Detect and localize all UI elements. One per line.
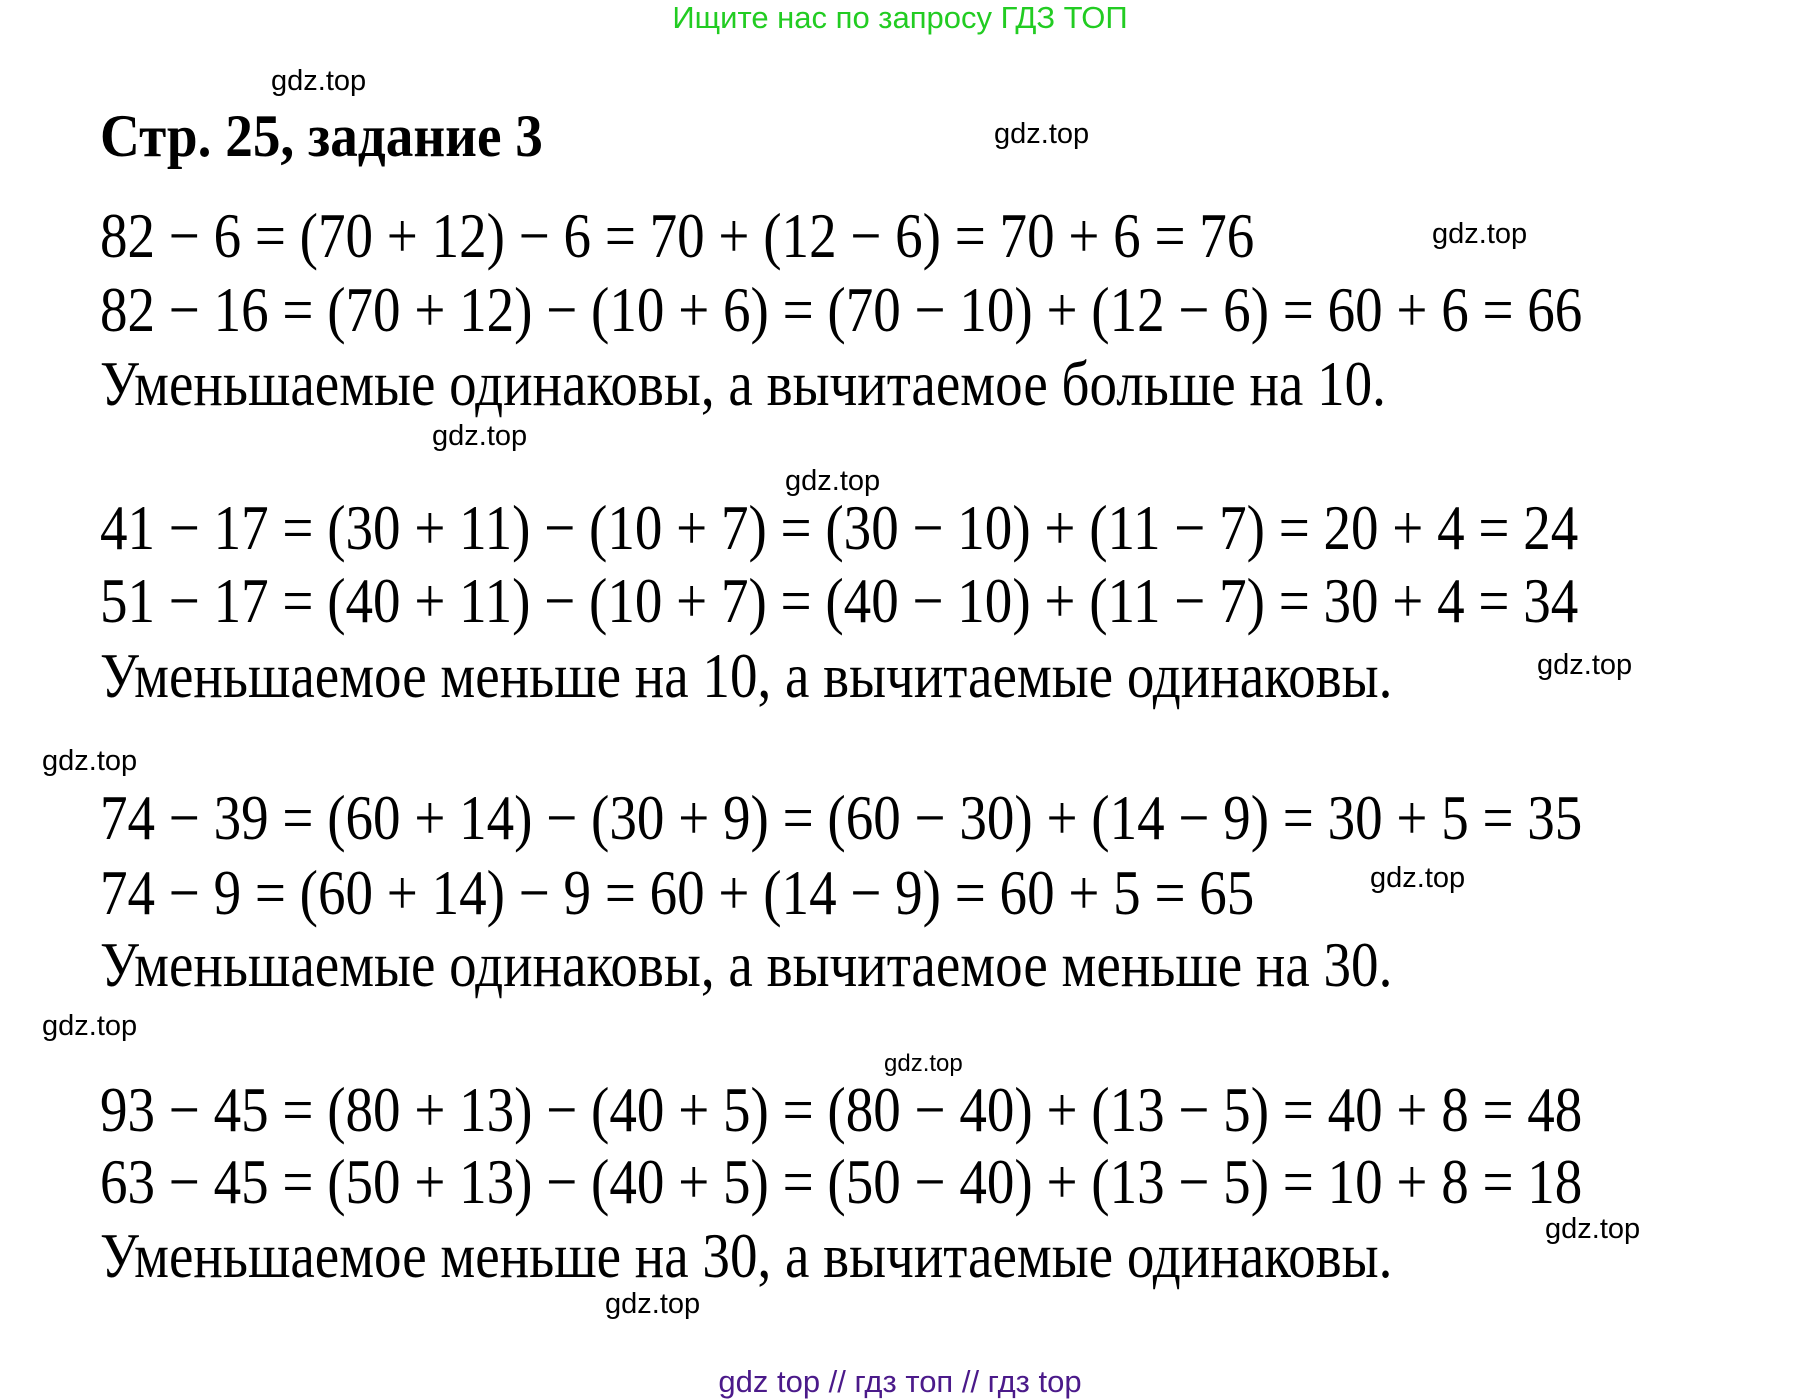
conclusion-line: Уменьшаемое меньше на 30, а вычитаемые одинаковы. — [100, 1220, 1393, 1291]
watermark: gdz.top — [1370, 862, 1466, 894]
watermark: gdz.top — [42, 1010, 138, 1042]
equation-line: 51 − 17 = (40 + 11) − (10 + 7) = (40 − 10) + (11 − 7) = 30 + 4 = 34 — [100, 565, 1579, 636]
promo-banner: Ищите нас по запросу ГДЗ ТОП — [672, 0, 1128, 35]
watermark: gdz.top — [994, 118, 1090, 150]
equation-line: 74 − 9 = (60 + 14) − 9 = 60 + (14 − 9) = 60 + 5 = 65 — [100, 857, 1255, 928]
equation-line: 74 − 39 = (60 + 14) − (30 + 9) = (60 − 30) + (14 − 9) = 30 + 5 = 35 — [100, 782, 1583, 853]
footer-watermark: gdz top // гдз топ // гдз top — [718, 1364, 1082, 1399]
watermark: gdz.top — [1432, 218, 1528, 250]
watermark: gdz.top — [271, 65, 367, 97]
conclusion-line: Уменьшаемые одинаковы, а вычитаемое больше на 10. — [100, 348, 1386, 419]
watermark: gdz.top — [605, 1288, 701, 1320]
equation-line: 63 − 45 = (50 + 13) − (40 + 5) = (50 − 40) + (13 − 5) = 10 + 8 = 18 — [100, 1146, 1583, 1217]
watermark: gdz.top — [42, 745, 138, 777]
equation-line: 82 − 16 = (70 + 12) − (10 + 6) = (70 − 10) + (12 − 6) = 60 + 6 = 66 — [100, 274, 1583, 345]
equation-line: 93 − 45 = (80 + 13) − (40 + 5) = (80 − 40) + (13 − 5) = 40 + 8 = 48 — [100, 1074, 1583, 1145]
equation-line: 82 − 6 = (70 + 12) − 6 = 70 + (12 − 6) = 70 + 6 = 76 — [100, 200, 1255, 271]
watermark: gdz.top — [432, 420, 528, 452]
watermark: gdz.top — [1545, 1213, 1641, 1245]
watermark: gdz.top — [1537, 649, 1633, 681]
watermark: gdz.top — [785, 465, 881, 497]
watermark: gdz.top — [884, 1050, 963, 1077]
equation-line: 41 − 17 = (30 + 11) − (10 + 7) = (30 − 10) + (11 − 7) = 20 + 4 = 24 — [100, 492, 1579, 563]
page-title: Стр. 25, задание 3 — [100, 103, 543, 169]
conclusion-line: Уменьшаемое меньше на 10, а вычитаемые одинаковы. — [100, 640, 1393, 711]
conclusion-line: Уменьшаемые одинаковы, а вычитаемое меньше на 30. — [100, 929, 1393, 1000]
